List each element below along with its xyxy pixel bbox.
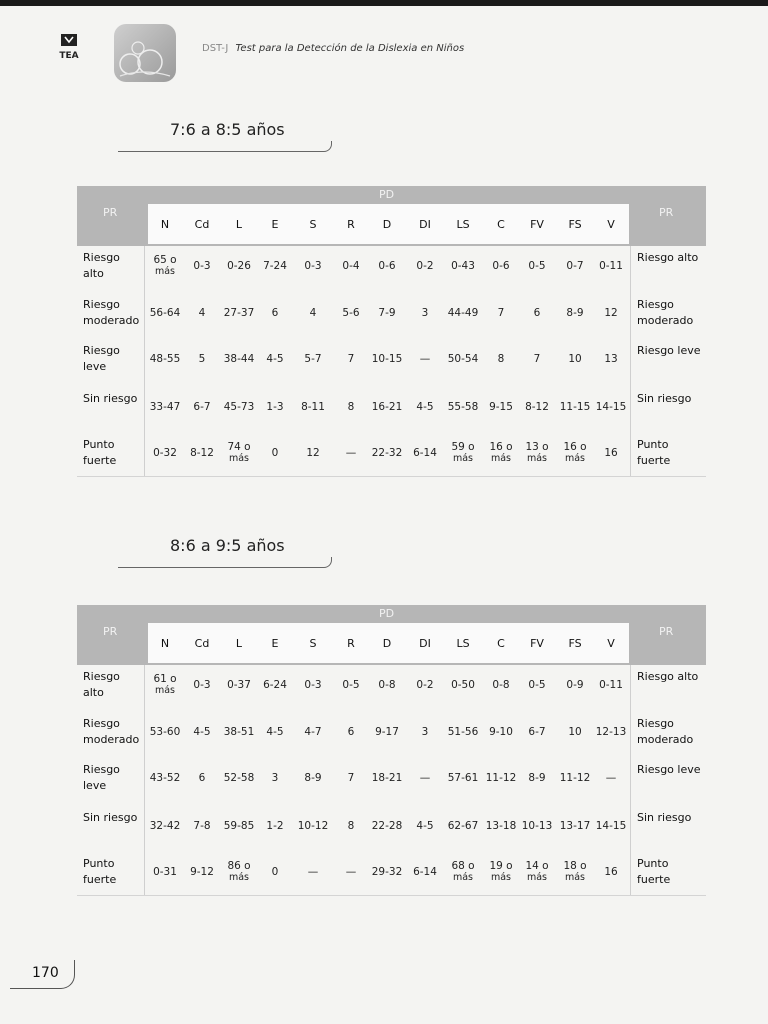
- table-cell: 6-14: [413, 447, 437, 459]
- table-cell: 14-15: [595, 401, 627, 413]
- table-cell: 56-64: [149, 307, 181, 319]
- table-cell: 12: [306, 447, 320, 459]
- column-header: V: [607, 218, 615, 231]
- table-cell: 5: [198, 353, 206, 365]
- row-label-left: Riesgo moderado: [83, 717, 140, 746]
- table-cell: 0-5: [528, 260, 546, 272]
- row-label-left: Sin riesgo: [83, 811, 138, 824]
- table-cell: 55-58: [447, 401, 479, 413]
- column-header: L: [235, 218, 243, 231]
- table-cell: 4-5: [266, 726, 284, 738]
- table-cell: 38-44: [223, 353, 255, 365]
- table-cell: 0-4: [342, 260, 360, 272]
- table-cell: 16: [604, 447, 618, 459]
- table-cell: 0-31: [153, 866, 177, 878]
- table-cell: 12: [604, 307, 618, 319]
- age-range-box: [118, 530, 334, 568]
- column-header: LS: [456, 637, 470, 650]
- table-cell: 16-21: [371, 401, 403, 413]
- table-cell: 0-11: [599, 260, 623, 272]
- table-cell: 6: [533, 307, 541, 319]
- table-cell: 8-9: [528, 772, 546, 784]
- column-header: FS: [568, 637, 582, 650]
- column-header: R: [347, 637, 355, 650]
- row-label-right: Riesgo alto: [637, 251, 699, 264]
- test-title: Test para la Detección de la Dislexia en Niños: [235, 43, 465, 54]
- pd-header: PD: [379, 188, 395, 201]
- table-cell: 8-12: [525, 401, 549, 413]
- top-border: [0, 0, 768, 6]
- table-cell: 0-8: [378, 679, 396, 691]
- table-cell: 51-56: [447, 726, 479, 738]
- table-cell: 45-73: [223, 401, 255, 413]
- table-bottom-rule: [77, 895, 706, 896]
- table-cell: 6: [271, 307, 279, 319]
- column-header: C: [497, 218, 505, 231]
- table-cell: 5-6: [342, 307, 360, 319]
- table-cell: —: [605, 772, 617, 784]
- table-cell: 0-50: [451, 679, 475, 691]
- table-cell: 0-5: [342, 679, 360, 691]
- table-cell: 43-52: [149, 772, 181, 784]
- column-header: LS: [456, 218, 470, 231]
- table-cell: 9-15: [489, 401, 513, 413]
- table-cell: 8-12: [190, 447, 214, 459]
- table-cell: 74 o más: [227, 441, 251, 464]
- test-code: DST-J: [202, 43, 229, 54]
- table-cell: 10-15: [371, 353, 403, 365]
- table-cell: 33-47: [149, 401, 181, 413]
- column-header: R: [347, 218, 355, 231]
- table-cell: 16: [604, 866, 618, 878]
- table-cell: 0-2: [416, 679, 434, 691]
- column-header: E: [271, 637, 279, 650]
- table-cell: 59-85: [223, 820, 255, 832]
- age-range-label: 8:6 a 9:5 años: [170, 536, 285, 555]
- row-label-right: Riesgo alto: [637, 670, 699, 683]
- pr-header-left: PR: [103, 206, 118, 219]
- row-label-left: Riesgo alto: [83, 670, 120, 699]
- table-cell: 4-5: [416, 820, 434, 832]
- table-cell: 3: [421, 726, 429, 738]
- decorative-image: [114, 24, 176, 82]
- table-cell: 7: [347, 353, 355, 365]
- running-header: [202, 43, 464, 54]
- pr-header-left: PR: [103, 625, 118, 638]
- column-header: E: [271, 218, 279, 231]
- table-cell: —: [345, 447, 357, 459]
- table-cell: 11-12: [559, 772, 591, 784]
- table-cell: 68 o más: [451, 860, 475, 883]
- column-header: S: [309, 637, 317, 650]
- row-label-right: Punto fuerte: [637, 438, 671, 467]
- table-cell: 29-32: [371, 866, 403, 878]
- column-header: FV: [530, 218, 544, 231]
- table-cell: 0-5: [528, 679, 546, 691]
- table-cell: 4-5: [266, 353, 284, 365]
- table-cell: 6-24: [263, 679, 287, 691]
- row-label-right: Sin riesgo: [637, 392, 692, 405]
- page-number-box: [10, 960, 75, 989]
- table-cell: 0-32: [153, 447, 177, 459]
- table-cell: 18 o más: [563, 860, 587, 883]
- table-cell: 32-42: [149, 820, 181, 832]
- table-cell: 7-8: [193, 820, 211, 832]
- table-cell: 52-58: [223, 772, 255, 784]
- table-cell: 0-26: [227, 260, 251, 272]
- table-cell: 6-14: [413, 866, 437, 878]
- table-cell: 0: [271, 866, 279, 878]
- age-range-box: [118, 114, 334, 152]
- table-cell: —: [307, 866, 319, 878]
- page-number: 170: [32, 965, 59, 981]
- table-cell: 50-54: [447, 353, 479, 365]
- table-cell: 57-61: [447, 772, 479, 784]
- table-cell: 0: [271, 447, 279, 459]
- table-cell: 53-60: [149, 726, 181, 738]
- table-cell: 44-49: [447, 307, 479, 319]
- table-cell: 4-5: [193, 726, 211, 738]
- column-header: S: [309, 218, 317, 231]
- table-cell: 9-10: [489, 726, 513, 738]
- table-cell: 9-17: [375, 726, 399, 738]
- row-label-right: Riesgo moderado: [637, 298, 694, 327]
- table-cell: 4-5: [416, 401, 434, 413]
- table-cell: 8-11: [301, 401, 325, 413]
- table-cell: 4: [198, 307, 206, 319]
- table-cell: 22-32: [371, 447, 403, 459]
- row-label-right: Riesgo leve: [637, 344, 701, 357]
- table-cell: 5-7: [304, 353, 322, 365]
- table-cell: 8: [347, 401, 355, 413]
- table-cell: 10: [568, 353, 582, 365]
- table-cell: 3: [421, 307, 429, 319]
- table-cell: 7-24: [263, 260, 287, 272]
- pr-header-right: PR: [659, 206, 674, 219]
- table-cell: 48-55: [149, 353, 181, 365]
- table-cell: 13-17: [559, 820, 591, 832]
- norms-table: [77, 186, 706, 480]
- column-header: N: [160, 637, 170, 650]
- table-cell: 0-3: [304, 260, 322, 272]
- table-cell: 4: [309, 307, 317, 319]
- table-cell: 6: [347, 726, 355, 738]
- table-cell: 0-2: [416, 260, 434, 272]
- table-cell: 16 o más: [489, 441, 513, 464]
- table-cell: 7: [347, 772, 355, 784]
- pd-header: PD: [379, 607, 395, 620]
- column-header: Cd: [194, 218, 210, 231]
- table-cell: 6-7: [193, 401, 211, 413]
- table-cell: 14 o más: [525, 860, 549, 883]
- table-cell: 7-9: [378, 307, 396, 319]
- column-header: Cd: [194, 637, 210, 650]
- tea-logo: [58, 34, 80, 60]
- table-cell: 13 o más: [525, 441, 549, 464]
- row-label-right: Riesgo leve: [637, 763, 701, 776]
- table-cell: 13-18: [485, 820, 517, 832]
- table-cell: 13: [604, 353, 618, 365]
- table-cell: 18-21: [371, 772, 403, 784]
- row-label-right: Punto fuerte: [637, 857, 671, 886]
- table-cell: 0-3: [304, 679, 322, 691]
- column-header: FS: [568, 218, 582, 231]
- row-label-right: Sin riesgo: [637, 811, 692, 824]
- table-cell: —: [345, 866, 357, 878]
- table-cell: 10-12: [297, 820, 329, 832]
- column-header: FV: [530, 637, 544, 650]
- table-cell: 6: [198, 772, 206, 784]
- table-cell: 1-2: [266, 820, 284, 832]
- table-cell: 0-7: [566, 260, 584, 272]
- row-label-left: Sin riesgo: [83, 392, 138, 405]
- column-header: D: [382, 637, 392, 650]
- table-cell: 1-3: [266, 401, 284, 413]
- table-cell: —: [419, 353, 431, 365]
- table-cell: 0-9: [566, 679, 584, 691]
- table-cell: 65 o más: [153, 254, 177, 277]
- norms-table: [77, 605, 706, 899]
- table-cell: 8-9: [304, 772, 322, 784]
- table-cell: 0-6: [492, 260, 510, 272]
- table-cell: 11-12: [485, 772, 517, 784]
- table-cell: 38-51: [223, 726, 255, 738]
- table-bottom-rule: [77, 476, 706, 477]
- table-cell: 14-15: [595, 820, 627, 832]
- column-header: N: [160, 218, 170, 231]
- table-cell: 4-7: [304, 726, 322, 738]
- row-label-left: Riesgo moderado: [83, 298, 140, 327]
- table-cell: 27-37: [223, 307, 255, 319]
- row-label-left: Riesgo leve: [83, 763, 120, 792]
- table-cell: 0-11: [599, 679, 623, 691]
- row-label-left: Punto fuerte: [83, 857, 117, 886]
- table-cell: 0-43: [451, 260, 475, 272]
- table-cell: 9-12: [190, 866, 214, 878]
- logo-text: TEA: [59, 51, 79, 60]
- age-box-underline: [118, 557, 332, 568]
- column-header: V: [607, 637, 615, 650]
- row-label-left: Punto fuerte: [83, 438, 117, 467]
- table-cell: 0-37: [227, 679, 251, 691]
- table-cell: 8-9: [566, 307, 584, 319]
- table-cell: —: [419, 772, 431, 784]
- column-header: D: [382, 218, 392, 231]
- column-header: L: [235, 637, 243, 650]
- table-cell: 6-7: [528, 726, 546, 738]
- table-cell: 0-3: [193, 679, 211, 691]
- row-label-right: Riesgo moderado: [637, 717, 694, 746]
- table-cell: 7: [497, 307, 505, 319]
- table-cell: 7: [533, 353, 541, 365]
- table-cell: 10: [568, 726, 582, 738]
- column-header: DI: [419, 637, 431, 650]
- table-cell: 86 o más: [227, 860, 251, 883]
- table-cell: 11-15: [559, 401, 591, 413]
- table-cell: 61 o más: [153, 673, 177, 696]
- pr-header-right: PR: [659, 625, 674, 638]
- table-cell: 0-3: [193, 260, 211, 272]
- column-header: C: [497, 637, 505, 650]
- table-cell: 12-13: [595, 726, 627, 738]
- age-box-underline: [118, 141, 332, 152]
- table-cell: 59 o más: [451, 441, 475, 464]
- row-label-left: Riesgo alto: [83, 251, 120, 280]
- table-cell: 0-8: [492, 679, 510, 691]
- table-cell: 8: [347, 820, 355, 832]
- age-range-label: 7:6 a 8:5 años: [170, 120, 285, 139]
- table-cell: 22-28: [371, 820, 403, 832]
- table-cell: 16 o más: [563, 441, 587, 464]
- table-cell: 8: [497, 353, 505, 365]
- table-cell: 19 o más: [489, 860, 513, 883]
- row-label-left: Riesgo leve: [83, 344, 120, 373]
- table-cell: 62-67: [447, 820, 479, 832]
- column-header: DI: [419, 218, 431, 231]
- table-cell: 3: [271, 772, 279, 784]
- table-cell: 0-6: [378, 260, 396, 272]
- table-cell: 10-13: [521, 820, 553, 832]
